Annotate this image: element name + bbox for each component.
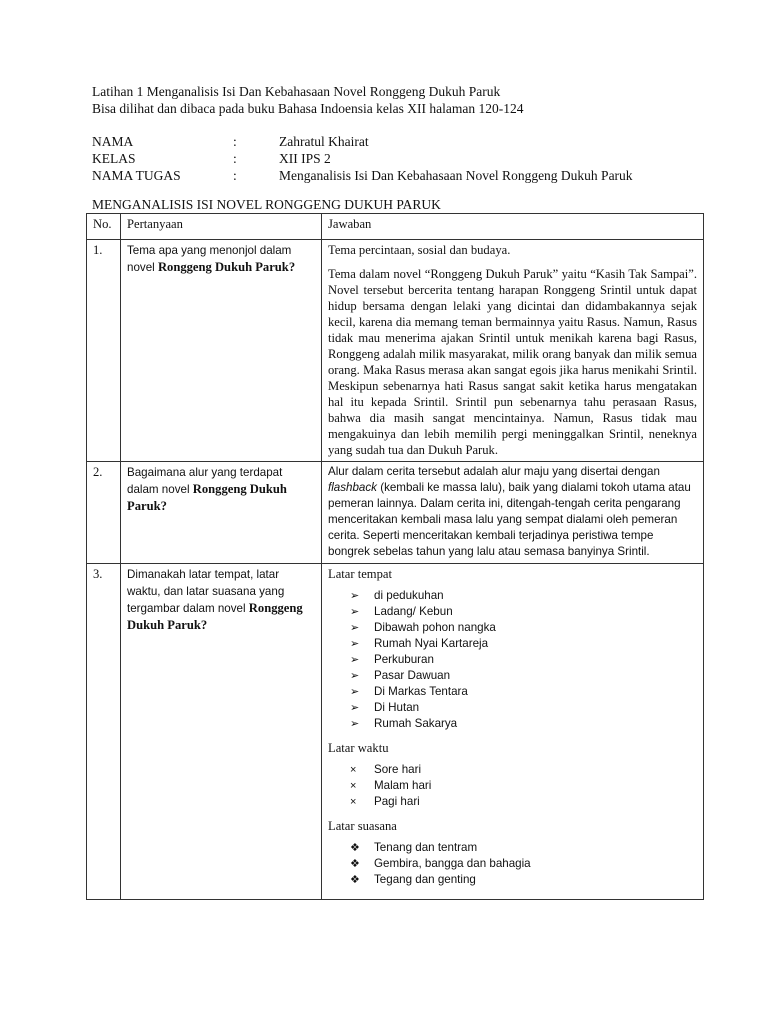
meta-value: XII IPS 2: [279, 151, 331, 166]
answer-italic-term: flashback: [328, 481, 377, 494]
list-item-text: Perkuburan: [374, 653, 434, 666]
meta-key: NAMA: [92, 134, 134, 149]
table-row: [87, 240, 704, 462]
question-text: Dimanakah latar tempat, latar waktu, dan latar suasana yang tergambar dalam novel: [127, 568, 285, 615]
latar-tempat-list: [328, 588, 697, 732]
question-cell: [121, 240, 322, 462]
arrow-bullet-icon: ➢: [350, 686, 360, 698]
list-item-text: Sore hari: [374, 763, 422, 776]
latar-waktu-label: Latar waktu: [328, 741, 389, 755]
section-title: MENGANALISIS ISI NOVEL RONGGENG DUKUH PARUK: [92, 197, 441, 212]
list-item-text: Dibawah pohon nangka: [374, 621, 496, 634]
question-text: Tema apa yang menonjol dalam novel: [127, 244, 292, 274]
meta-key: NAMA TUGAS: [92, 168, 181, 183]
answer-paragraph: Tema dalam novel “Ronggeng Dukuh Paruk” yaitu “Kasih Tak Sampai”. Novel tersebut bercerita tentang harapan Ronggeng Srintil untuk dapat hidup bersama dengan lelaki yang dicintai dan didambakannya sejak kecil, karena dia memang teman bermainnya yaitu Rasus. Namun, Rasus tidak mau menerima ajakan Srintil untuk menikah karena bagi Rasus, Ronggeng adalah milik masyarakat, milik orang banyak dan milik semua orang. Maka Rasus merasa akan sangat egois jika harus menikahi Srintil. Meskipun sebenarnya hati Rasus sangat sakit ketika harus mengatakan hal itu kepada Srintil. Srintil pun sebenarnya tahu perasaan Rasus, bahwa dia masih sangat mencintainya. Namun, Rasus tidak mau mengakuinya dan lebih memilih pergi meninggalkan Srintil, neneknya yang sudah tua dan Dukuh Paruk.: [328, 267, 697, 457]
list-item: [350, 856, 697, 872]
latar-suasana-label: Latar suasana: [328, 819, 397, 833]
answer-summary: Tema percintaan, sosial dan budaya.: [328, 243, 511, 257]
novel-title: Ronggeng Dukuh Paruk?: [157, 260, 296, 274]
list-item-text: Tegang dan genting: [374, 873, 476, 886]
analysis-table: [86, 213, 704, 900]
latar-suasana-list: [328, 840, 697, 888]
diamond-bullet-icon: ❖: [350, 858, 360, 870]
list-item-text: Rumah Nyai Kartareja: [374, 637, 489, 650]
list-item: [350, 684, 697, 700]
question-cell: [121, 564, 322, 900]
list-item-text: Pagi hari: [374, 795, 420, 808]
row-number: 3.: [87, 564, 121, 900]
arrow-bullet-icon: ➢: [350, 654, 360, 666]
meta-value: Zahratul Khairat: [279, 134, 369, 149]
arrow-bullet-icon: ➢: [350, 622, 360, 634]
list-item-text: Gembira, bangga dan bahagia: [374, 857, 531, 870]
latar-waktu-list: [328, 762, 697, 810]
row-number: 1.: [87, 240, 121, 462]
diamond-bullet-icon: ❖: [350, 842, 360, 854]
list-item: [350, 620, 697, 636]
list-item: [350, 762, 697, 778]
novel-title: Ronggeng Dukuh Paruk?: [127, 601, 303, 632]
list-item-text: Rumah Sakarya: [374, 717, 458, 730]
arrow-bullet-icon: ➢: [350, 718, 360, 730]
document-subtitle: Bisa dilihat dan dibaca pada buku Bahasa Indoensia kelas XII halaman 120-124: [92, 101, 524, 116]
arrow-bullet-icon: ➢: [350, 590, 360, 602]
list-item-text: Di Markas Tentara: [374, 685, 468, 698]
list-item-text: Di Hutan: [374, 701, 420, 714]
arrow-bullet-icon: ➢: [350, 702, 360, 714]
arrow-bullet-icon: ➢: [350, 670, 360, 682]
meta-colon: :: [233, 168, 237, 183]
answer-cell: [322, 564, 704, 900]
answer-text: Alur dalam cerita tersebut adalah alur maju yang disertai dengan: [328, 465, 660, 478]
table-header-row: [87, 214, 704, 240]
cross-bullet-icon: ×: [350, 780, 357, 792]
list-item: [350, 604, 697, 620]
answer-cell: [322, 240, 704, 462]
novel-title: Ronggeng Dukuh Paruk?: [127, 482, 287, 513]
list-item-text: Tenang dan tentram: [374, 841, 478, 854]
question-cell: [121, 462, 322, 564]
cross-bullet-icon: ×: [350, 796, 357, 808]
document-title: Latihan 1 Menganalisis Isi Dan Kebahasaan Novel Ronggeng Dukuh Paruk: [92, 84, 501, 99]
row-number: 2.: [87, 462, 121, 564]
list-item: [350, 700, 697, 716]
list-item-text: Ladang/ Kebun: [374, 605, 453, 618]
list-item: [350, 794, 697, 810]
list-item-text: Pasar Dawuan: [374, 669, 451, 682]
arrow-bullet-icon: ➢: [350, 606, 360, 618]
diamond-bullet-icon: ❖: [350, 874, 360, 886]
meta-colon: :: [233, 151, 237, 166]
list-item: [350, 588, 697, 604]
cross-bullet-icon: ×: [350, 764, 357, 776]
meta-colon: :: [233, 134, 237, 149]
list-item: [350, 668, 697, 684]
list-item: [350, 872, 697, 888]
header-jawaban: Jawaban: [322, 214, 704, 240]
header-no: No.: [87, 214, 121, 240]
arrow-bullet-icon: ➢: [350, 638, 360, 650]
list-item: [350, 778, 697, 794]
list-item-text: di pedukuhan: [374, 589, 444, 602]
list-item: [350, 840, 697, 856]
answer-cell: [322, 462, 704, 564]
table-row: [87, 564, 704, 900]
header-pertanyaan: Pertanyaan: [121, 214, 322, 240]
question-text: Bagaimana alur yang terdapat dalam novel: [127, 466, 283, 496]
list-item-text: Malam hari: [374, 779, 432, 792]
latar-tempat-label: Latar tempat: [328, 567, 392, 581]
answer-text-continued: (kembali ke massa lalu), baik yang dialami tokoh utama atau pemeran lainnya. Dalam cerita ini, ditengah-tengah cerita pengarang menceritakan kembali masa lalu yang sempat dialami oleh pemeran cerita. Seperti menceritakan kembali terjadinya peristiwa tempe bongrek sebelas tahun yang lalu atau semasa banyinya Srintil.: [328, 481, 691, 558]
table-row: [87, 462, 704, 564]
list-item: [350, 716, 697, 732]
meta-value: Menganalisis Isi Dan Kebahasaan Novel Ronggeng Dukuh Paruk: [279, 168, 633, 183]
list-item: [350, 636, 697, 652]
list-item: [350, 652, 697, 668]
meta-key: KELAS: [92, 151, 136, 166]
